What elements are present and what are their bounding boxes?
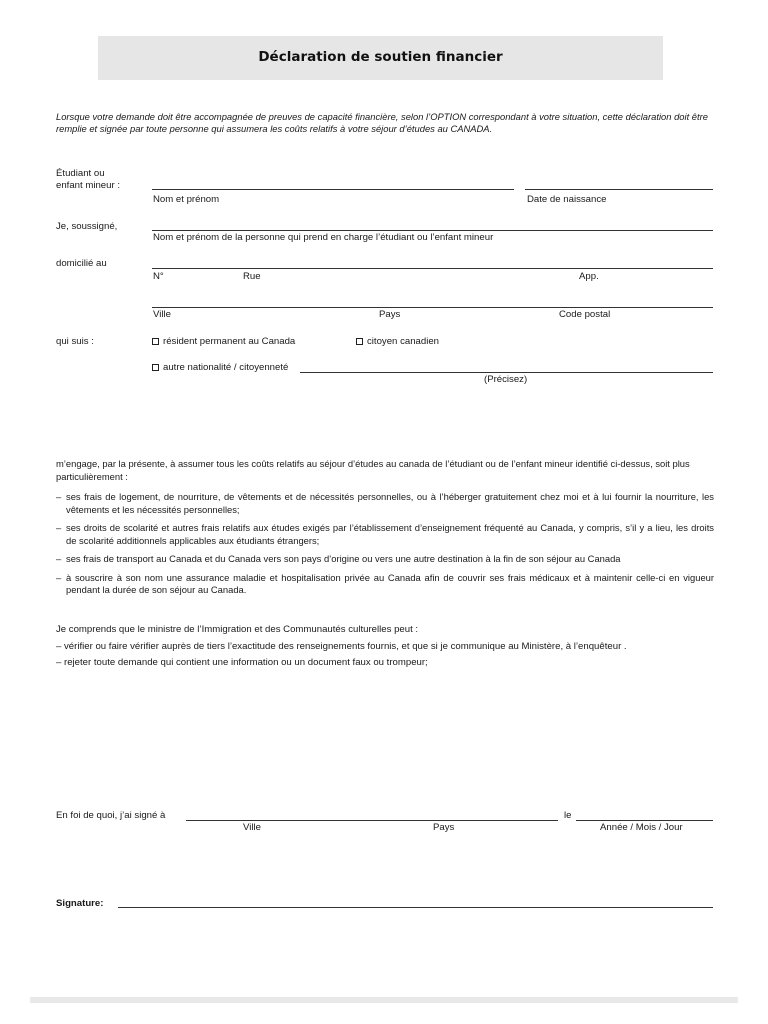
- list-item: – ses frais de transport au Canada et du Canada vers son pays d’origine ou vers une autre destination à la fin de son séjour au Canada: [56, 553, 621, 564]
- student-label-1: Étudiant ou: [56, 168, 105, 179]
- citizen-checkbox[interactable]: [356, 338, 363, 345]
- student-birth-caption: Date de naissance: [527, 194, 607, 205]
- student-label-2: enfant mineur :: [56, 180, 120, 191]
- signed-at-label: En foi de quoi, j’ai signé à: [56, 810, 166, 821]
- signature-field[interactable]: [118, 907, 713, 908]
- footer-bar: [30, 997, 738, 1003]
- address-no-caption: N°: [153, 271, 164, 282]
- student-name-field[interactable]: [152, 189, 514, 190]
- other-checkbox[interactable]: [152, 364, 159, 371]
- address-city-field[interactable]: [152, 307, 713, 308]
- undersigned-label: Je, soussigné,: [56, 221, 118, 232]
- address-apt-caption: App.: [579, 271, 599, 282]
- status-permanent-option[interactable]: [152, 336, 295, 347]
- other-nationality-field[interactable]: [300, 372, 713, 373]
- student-name-caption: Nom et prénom: [153, 194, 220, 205]
- list-item: – rejeter toute demande qui contient une information ou un document faux ou trompeur;: [56, 657, 428, 668]
- list-item: – ses frais de logement, de nourriture, de vêtements et de nécessités personnelles, ou à l’héberger gratuitement chez moi et à lui fournir la nourriture, les vêtements et les nécessités personnelles;: [56, 491, 714, 515]
- status-citizen-option[interactable]: [356, 336, 439, 347]
- page-title: Déclaration de soutien financier: [258, 49, 503, 65]
- permanent-label: résident permanent au Canada: [163, 336, 296, 347]
- intro-text: Lorsque votre demande doit être accompagnée de preuves de capacité financière, selon l’OPTION correspondant à votre situation, cette déclaration doit être remplie et signée par toute personne qui assumera les coûts relatifs à votre séjour d’études au CANADA.: [56, 111, 708, 134]
- understanding-intro: Je comprends que le ministre de l’Immigration et des Communautés culturelles peut :: [56, 624, 419, 635]
- student-birthdate-field[interactable]: [525, 189, 713, 190]
- list-item: – ses droits de scolarité et autres frais relatifs aux études exigés par l’établissement d’enseignement fréquenté au Canada, y compris, s’il y a lieu, les droits de scolarité additionnels applicables aux étudiants étrangers;: [56, 522, 714, 546]
- list-item: – à souscrire à son nom une assurance maladie et hospitalisation privée au Canada afin de couvrir ses frais médicaux et à maintenir celle-ci en vigueur pendant la durée de son séjour au Canada.: [56, 571, 714, 595]
- list-item: – vérifier ou faire vérifier auprès de tiers l’exactitude des renseignements fournis, et que si je communique au Ministère, à l’enquêteur .: [56, 641, 627, 652]
- title-box: [98, 36, 663, 80]
- permanent-checkbox[interactable]: [152, 338, 159, 345]
- engagement-list: [56, 491, 714, 603]
- signed-city-caption: Ville: [243, 822, 261, 833]
- address-city-caption: Ville: [153, 309, 171, 320]
- address-postal-caption: Code postal: [559, 309, 611, 320]
- status-label: qui suis :: [56, 336, 94, 347]
- signature-label: Signature:: [56, 898, 104, 909]
- signed-country-caption: Pays: [433, 822, 455, 833]
- citizen-label: citoyen canadien: [367, 336, 440, 347]
- signed-date-caption: Année / Mois / Jour: [600, 822, 683, 833]
- signed-place-field[interactable]: [186, 820, 558, 821]
- address-country-caption: Pays: [379, 309, 401, 320]
- address-street-caption: Rue: [243, 271, 261, 282]
- engagement-intro: m’engage, par la présente, à assumer tous les coûts relatifs au séjour d’études au canada de l’étudiant ou de l’enfant mineur identifié ci-dessus, soit plus particulièrement :: [56, 458, 690, 482]
- signed-le-label: le: [564, 810, 572, 821]
- address-street-field[interactable]: [152, 268, 713, 269]
- address-label: domicilié au: [56, 258, 107, 269]
- signed-date-field[interactable]: [576, 820, 713, 821]
- specify-caption: (Précisez): [484, 374, 528, 385]
- other-label: autre nationalité / citoyenneté: [163, 362, 289, 373]
- status-other-option[interactable]: [152, 362, 288, 373]
- undersigned-name-field[interactable]: [152, 230, 713, 231]
- undersigned-caption: Nom et prénom de la personne qui prend en charge l’étudiant ou l’enfant mineur: [153, 232, 494, 243]
